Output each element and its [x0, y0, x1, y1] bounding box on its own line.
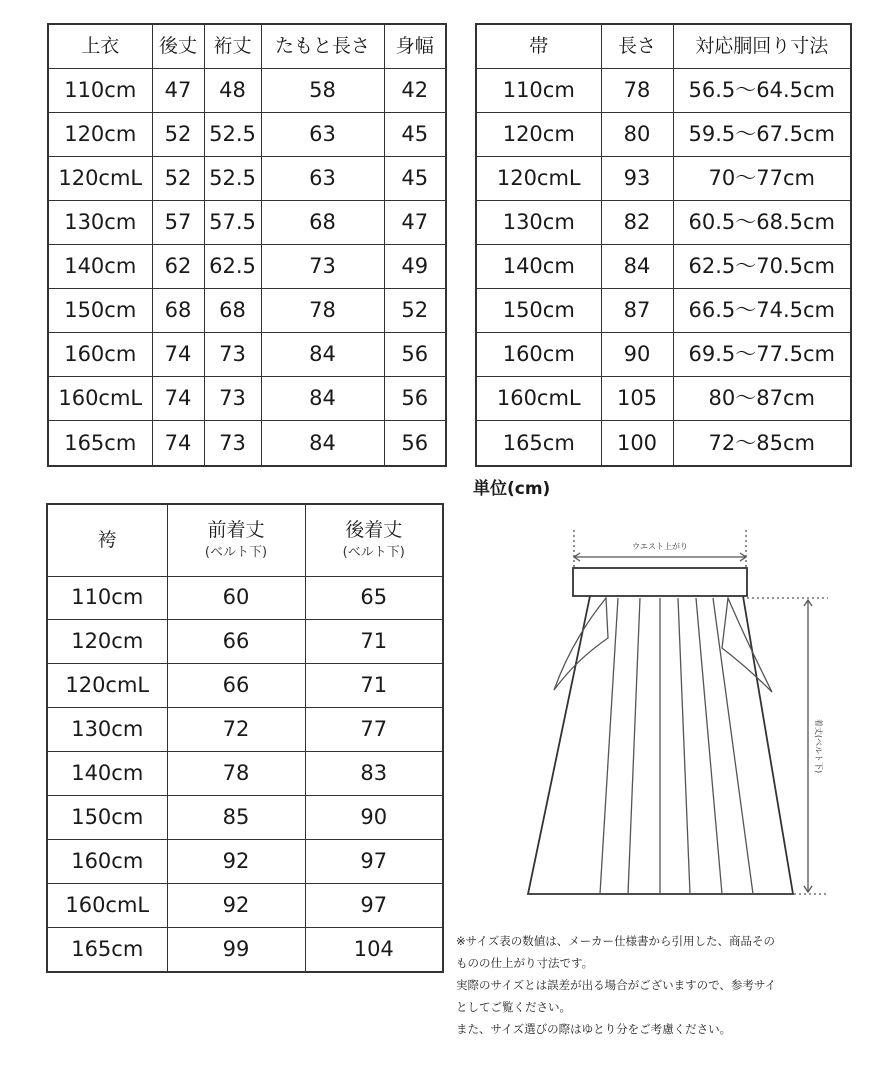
table-cell: 57 — [152, 200, 204, 244]
table-cell: 62.5 — [204, 244, 261, 288]
table-cell: 92 — [167, 839, 305, 883]
table-row — [48, 112, 446, 156]
table-cell: 74 — [152, 377, 204, 421]
size-label-cell: 130cm — [476, 200, 601, 244]
table-cell: 100 — [601, 421, 673, 466]
table-cell: 78 — [261, 289, 384, 333]
column-header-label: 前着丈 — [207, 519, 265, 542]
table-cell: 62 — [152, 244, 204, 288]
column-subheader: (ベルト下) — [342, 545, 405, 561]
table-row — [48, 244, 446, 288]
note-line: ※サイズ表の数値は、メーカー仕様書から引用した、商品その — [456, 934, 775, 948]
size-label-cell: 120cm — [47, 620, 167, 664]
note-line: また、サイズ選びの際はゆとり分をご考慮ください。 — [456, 1022, 732, 1036]
unit-label: 単位(cm) — [473, 479, 551, 499]
table-cell: 68 — [261, 200, 384, 244]
table-cell: 82 — [601, 200, 673, 244]
table-cell: 52 — [152, 112, 204, 156]
table-header-row — [48, 24, 446, 68]
size-label-cell: 120cmL — [48, 156, 152, 200]
table-cell: 56.5～64.5cm — [673, 68, 851, 112]
size-label-cell: 150cm — [476, 289, 601, 333]
table-cell: 70～77cm — [673, 156, 851, 200]
size-label-cell: 120cm — [48, 112, 152, 156]
size-label-cell: 160cm — [48, 333, 152, 377]
size-label-cell: 165cm — [47, 927, 167, 972]
size-label-cell: 140cm — [47, 752, 167, 796]
table-cell: 99 — [167, 927, 305, 972]
size-label-cell: 120cmL — [47, 664, 167, 708]
table-cell: 78 — [167, 752, 305, 796]
table-row — [48, 377, 446, 421]
table-cell: 52.5 — [204, 112, 261, 156]
size-label-cell: 120cmL — [476, 156, 601, 200]
table-row — [476, 156, 851, 200]
table-cell: 56 — [384, 377, 446, 421]
table-row — [47, 620, 443, 664]
table-row — [47, 839, 443, 883]
table-row — [48, 156, 446, 200]
table-row — [476, 112, 851, 156]
table-cell: 73 — [204, 333, 261, 377]
table-cell: 83 — [305, 752, 443, 796]
table-cell: 71 — [305, 620, 443, 664]
table-cell: 80 — [601, 112, 673, 156]
table-header-row — [476, 24, 851, 68]
table-row — [476, 421, 851, 466]
table-row — [48, 333, 446, 377]
table-cell: 66.5～74.5cm — [673, 289, 851, 333]
size-label-cell: 150cm — [47, 795, 167, 839]
table-cell: 92 — [167, 883, 305, 927]
table-row — [47, 795, 443, 839]
table-cell: 74 — [152, 421, 204, 466]
table-cell: 80～87cm — [673, 377, 851, 421]
size-label-cell: 160cmL — [476, 377, 601, 421]
column-header: 袴 — [47, 504, 167, 576]
size-label-cell: 130cm — [48, 200, 152, 244]
size-label-cell: 130cm — [47, 708, 167, 752]
table-cell: 45 — [384, 156, 446, 200]
column-header: 身幅 — [384, 24, 446, 68]
table-cell: 84 — [261, 333, 384, 377]
size-label-cell: 160cmL — [47, 883, 167, 927]
size-label-cell: 110cm — [48, 68, 152, 112]
length-label: 着丈(ベルト下) — [814, 718, 823, 774]
jacket-size-table — [47, 23, 447, 467]
table-row — [47, 664, 443, 708]
column-header: 上衣 — [48, 24, 152, 68]
table-cell: 52 — [152, 156, 204, 200]
obi-size-table — [475, 23, 852, 467]
size-label-cell: 160cm — [476, 333, 601, 377]
column-subheader: (ベルト下) — [204, 545, 268, 561]
table-cell: 42 — [384, 68, 446, 112]
table-cell: 56 — [384, 333, 446, 377]
table-row — [48, 200, 446, 244]
table-cell: 45 — [384, 112, 446, 156]
size-label-cell: 150cm — [48, 289, 152, 333]
size-label-cell: 140cm — [476, 244, 601, 288]
table-row — [48, 421, 446, 466]
column-header: 帯 — [476, 24, 601, 68]
table-cell: 68 — [152, 289, 204, 333]
table-cell: 63 — [261, 156, 384, 200]
table-cell: 105 — [601, 377, 673, 421]
size-label-cell: 140cm — [48, 244, 152, 288]
table-cell: 93 — [601, 156, 673, 200]
table-cell: 71 — [305, 664, 443, 708]
table-cell: 85 — [167, 795, 305, 839]
table-cell: 72～85cm — [673, 421, 851, 466]
table-cell: 62.5～70.5cm — [673, 244, 851, 288]
table-cell: 66 — [167, 620, 305, 664]
table-cell: 57.5 — [204, 200, 261, 244]
table-cell: 77 — [305, 708, 443, 752]
table-row — [47, 576, 443, 620]
column-header-label: 後着丈 — [345, 519, 403, 542]
column-header: 裄丈 — [204, 24, 261, 68]
table-cell: 56 — [384, 421, 446, 466]
table-cell: 84 — [601, 244, 673, 288]
hakama-size-table — [46, 503, 444, 973]
size-label-cell: 160cm — [47, 839, 167, 883]
table-cell: 60.5～68.5cm — [673, 200, 851, 244]
table-cell: 97 — [305, 883, 443, 927]
table-row — [476, 200, 851, 244]
table-cell: 48 — [204, 68, 261, 112]
column-header — [167, 504, 305, 576]
column-header — [305, 504, 443, 576]
size-label-cell: 110cm — [476, 68, 601, 112]
table-row — [476, 289, 851, 333]
table-cell: 84 — [261, 421, 384, 466]
table-row — [476, 333, 851, 377]
table-row — [476, 68, 851, 112]
table-row — [476, 377, 851, 421]
table-cell: 58 — [261, 68, 384, 112]
table-cell: 59.5～67.5cm — [673, 112, 851, 156]
table-cell: 97 — [305, 839, 443, 883]
table-cell: 66 — [167, 664, 305, 708]
table-row — [47, 883, 443, 927]
note-line: 実際のサイズとは誤差が出る場合がございますので、参考サイ — [456, 978, 777, 992]
table-cell: 72 — [167, 708, 305, 752]
hakama-diagram — [510, 520, 840, 910]
size-label-cell: 165cm — [48, 421, 152, 466]
table-cell: 74 — [152, 333, 204, 377]
column-header: 後丈 — [152, 24, 204, 68]
table-cell: 52.5 — [204, 156, 261, 200]
table-cell: 73 — [204, 421, 261, 466]
table-cell: 78 — [601, 68, 673, 112]
table-cell: 104 — [305, 927, 443, 972]
table-cell: 90 — [601, 333, 673, 377]
table-cell: 69.5～77.5cm — [673, 333, 851, 377]
table-cell: 68 — [204, 289, 261, 333]
table-row — [48, 289, 446, 333]
table-row — [476, 244, 851, 288]
table-cell: 47 — [152, 68, 204, 112]
size-label-cell: 160cmL — [48, 377, 152, 421]
table-cell: 49 — [384, 244, 446, 288]
note-line: ものの仕上がり寸法です。 — [456, 956, 594, 970]
column-header: 対応胴回り寸法 — [673, 24, 851, 68]
table-cell: 84 — [261, 377, 384, 421]
waist-label: ウエスト上がり — [632, 542, 688, 551]
table-cell: 73 — [204, 377, 261, 421]
table-cell: 52 — [384, 289, 446, 333]
note-line: としてご覧ください。 — [456, 1000, 571, 1014]
size-label-cell: 165cm — [476, 421, 601, 466]
table-cell: 90 — [305, 795, 443, 839]
table-cell: 63 — [261, 112, 384, 156]
table-cell: 60 — [167, 576, 305, 620]
table-header-row — [47, 504, 443, 576]
size-label-cell: 120cm — [476, 112, 601, 156]
table-cell: 73 — [261, 244, 384, 288]
table-row — [47, 927, 443, 972]
table-cell: 87 — [601, 289, 673, 333]
size-label-cell: 110cm — [47, 576, 167, 620]
column-header: 長さ — [601, 24, 673, 68]
table-cell: 65 — [305, 576, 443, 620]
column-header: たもと長さ — [261, 24, 384, 68]
table-row — [48, 68, 446, 112]
table-cell: 47 — [384, 200, 446, 244]
size-notes — [456, 930, 886, 1040]
table-row — [47, 708, 443, 752]
table-row — [47, 752, 443, 796]
